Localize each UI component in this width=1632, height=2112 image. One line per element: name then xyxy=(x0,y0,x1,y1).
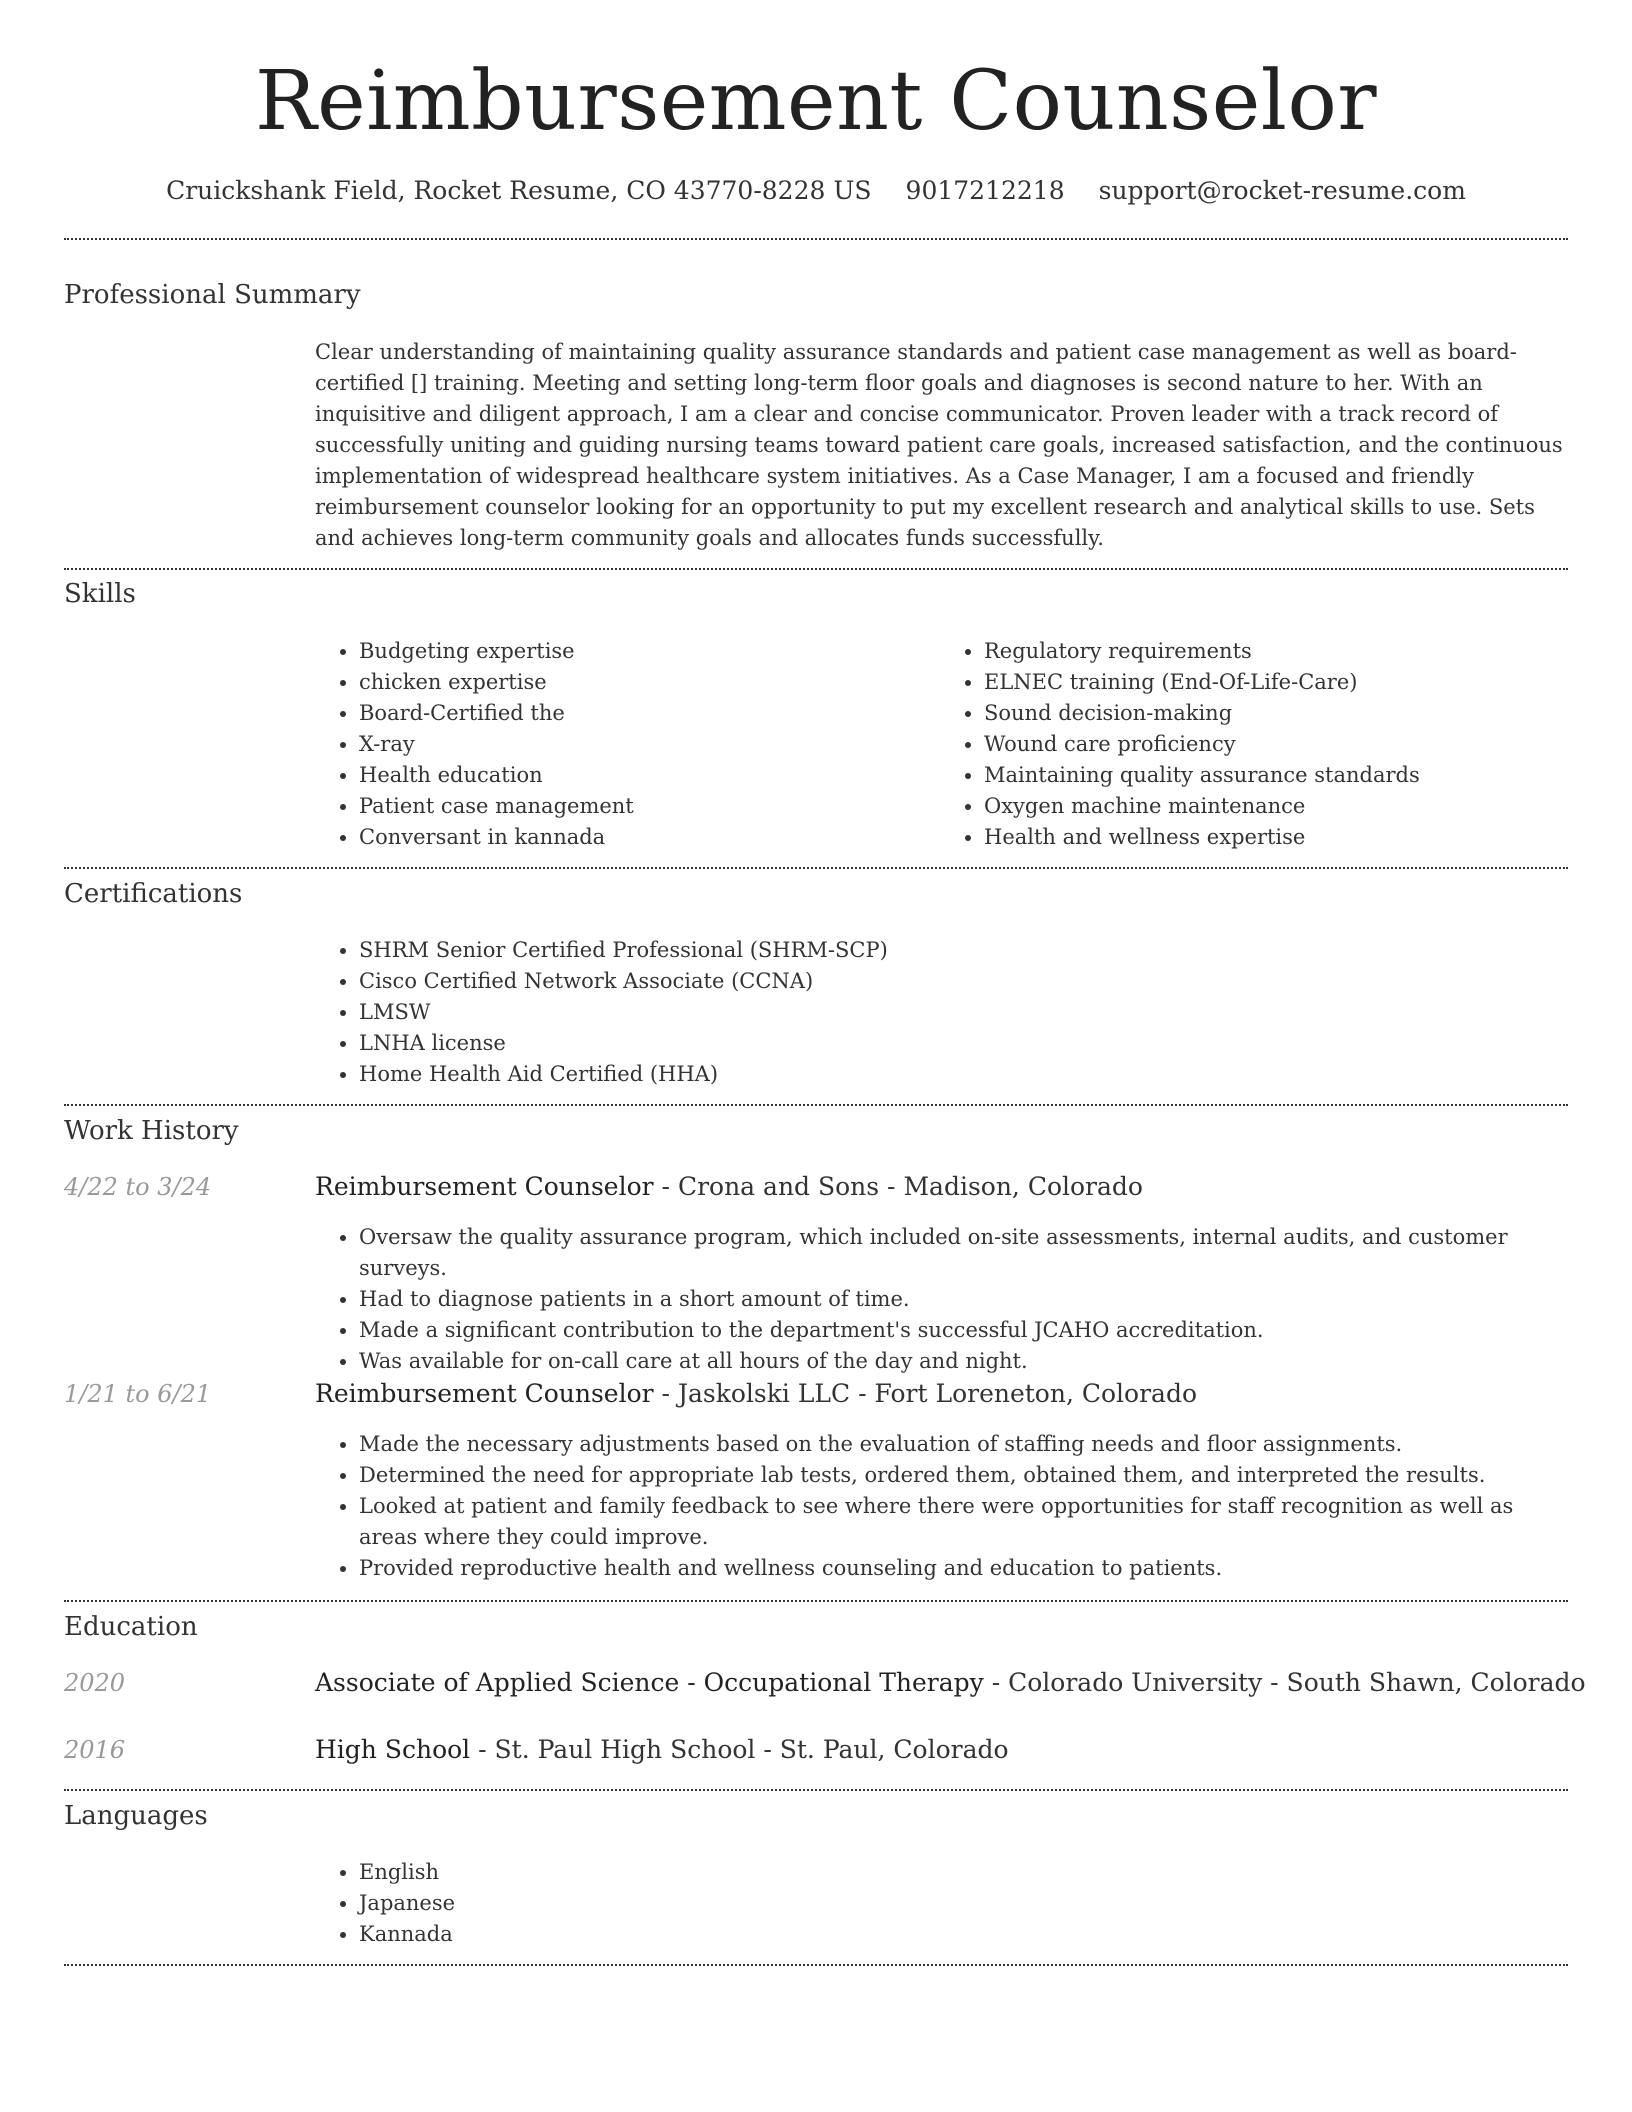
list-item: • X-ray xyxy=(359,729,940,760)
summary-text: Clear understanding of maintaining quality assurance standards and patient case management as well as board-certified [] training. Meeting and setting long-term floor goals and diagnoses is second nature to her. With an inquisitive and diligent approach, I am a clear and concise communicator. Proven leader with a track record of successfully uniting and guiding nursing teams toward patient care goals, increased satisfaction, and the continuous implementation of widespread healthcare system initiatives. As a Case Manager, I am a focused and friendly reimbursement counselor looking for an opportunity to put my excellent research and analytical skills to use. Sets and achieves long-term community goals and allocates funds successfully. xyxy=(315,340,1563,550)
skills-list-left xyxy=(315,636,940,853)
list-item: • Provided reproductive health and wellness counseling and education to patients. xyxy=(359,1553,1565,1584)
list-item: • ELNEC training (End-Of-Life-Care) xyxy=(984,667,1565,698)
languages-section xyxy=(315,1857,1565,1950)
skills-section xyxy=(315,636,1565,853)
list-item: • English xyxy=(359,1857,1565,1888)
divider xyxy=(64,1104,1568,1106)
list-item: • LMSW xyxy=(359,997,1565,1028)
job-role: Reimbursement Counselor xyxy=(315,1379,654,1408)
resume-header xyxy=(0,0,1632,205)
list-item: • Kannada xyxy=(359,1919,1565,1950)
email: support@rocket-resume.com xyxy=(1098,176,1466,205)
divider xyxy=(64,568,1568,570)
list-item: • Patient case management xyxy=(359,791,940,822)
list-item: • Conversant in kannada xyxy=(359,822,940,853)
education-heading: Education xyxy=(64,1612,198,1642)
school: - Colorado University - South Shawn, Colorado xyxy=(983,1668,1586,1697)
divider xyxy=(64,1789,1568,1791)
job-employer: - Jaskolski LLC - Fort Loreneton, Colorado xyxy=(653,1379,1197,1408)
address: Cruickshank Field, Rocket Resume, CO 43770-8228 US xyxy=(166,176,872,205)
list-item: • Maintaining quality assurance standards xyxy=(984,760,1565,791)
list-item: • Had to diagnose patients in a short amount of time. xyxy=(359,1284,1565,1315)
languages-heading: Languages xyxy=(64,1801,208,1831)
job-bullets xyxy=(315,1429,1565,1584)
summary-section xyxy=(315,337,1565,554)
list-item: • Regulatory requirements xyxy=(984,636,1565,667)
job-dates: 1/21 to 6/21 xyxy=(64,1380,212,1408)
list-item: • Was available for on-call care at all hours of the day and night. xyxy=(359,1346,1565,1377)
divider xyxy=(64,1600,1568,1602)
summary-heading: Professional Summary xyxy=(64,280,361,310)
job-bullets xyxy=(315,1222,1565,1377)
list-item: • Made the necessary adjustments based on the evaluation of staffing needs and floor assignments. xyxy=(359,1429,1565,1460)
education-entry xyxy=(315,1668,1586,1697)
list-item: • LNHA license xyxy=(359,1028,1565,1059)
job-title xyxy=(315,1172,1143,1201)
school: - St. Paul High School - St. Paul, Colorado xyxy=(470,1735,1009,1764)
candidate-name: Reimbursement Counselor xyxy=(254,54,1378,149)
divider xyxy=(64,238,1568,240)
job-dates: 4/22 to 3/24 xyxy=(64,1173,212,1201)
list-item: • Health education xyxy=(359,760,940,791)
phone: 9017212218 xyxy=(905,176,1065,205)
job-employer: - Crona and Sons - Madison, Colorado xyxy=(653,1172,1143,1201)
list-item: • Board-Certified the xyxy=(359,698,940,729)
skills-list-right xyxy=(940,636,1565,853)
certifications-section xyxy=(315,935,1565,1090)
list-item: • Wound care proficiency xyxy=(984,729,1565,760)
list-item: • chicken expertise xyxy=(359,667,940,698)
list-item: • Sound decision-making xyxy=(984,698,1565,729)
list-item: • Oxygen machine maintenance xyxy=(984,791,1565,822)
contact-line xyxy=(0,176,1632,205)
degree: Associate of Applied Science - Occupational Therapy xyxy=(315,1668,984,1697)
list-item: • SHRM Senior Certified Professional (SHRM-SCP) xyxy=(359,935,1565,966)
skills-heading: Skills xyxy=(64,579,136,609)
work-heading: Work History xyxy=(64,1116,239,1146)
education-year: 2020 xyxy=(64,1669,126,1697)
languages-list xyxy=(315,1857,1565,1950)
list-item: • Looked at patient and family feedback to see where there were opportunities for staff recognition as well as areas where they could improve. xyxy=(359,1491,1565,1553)
list-item: • Home Health Aid Certified (HHA) xyxy=(359,1059,1565,1090)
certifications-list xyxy=(315,935,1565,1090)
certifications-heading: Certifications xyxy=(64,879,243,909)
list-item: • Japanese xyxy=(359,1888,1565,1919)
list-item: • Determined the need for appropriate lab tests, ordered them, obtained them, and interpreted the results. xyxy=(359,1460,1565,1491)
degree: High School xyxy=(315,1735,471,1764)
divider xyxy=(64,867,1568,869)
list-item: • Oversaw the quality assurance program, which included on-site assessments, internal audits, and customer surveys. xyxy=(359,1222,1565,1284)
education-year: 2016 xyxy=(64,1736,126,1764)
list-item: • Health and wellness expertise xyxy=(984,822,1565,853)
job-title xyxy=(315,1379,1197,1408)
list-item: • Cisco Certified Network Associate (CCNA) xyxy=(359,966,1565,997)
list-item: • Budgeting expertise xyxy=(359,636,940,667)
job-role: Reimbursement Counselor xyxy=(315,1172,654,1201)
divider xyxy=(64,1964,1568,1966)
education-entry xyxy=(315,1735,1009,1764)
list-item: • Made a significant contribution to the department's successful JCAHO accreditation. xyxy=(359,1315,1565,1346)
